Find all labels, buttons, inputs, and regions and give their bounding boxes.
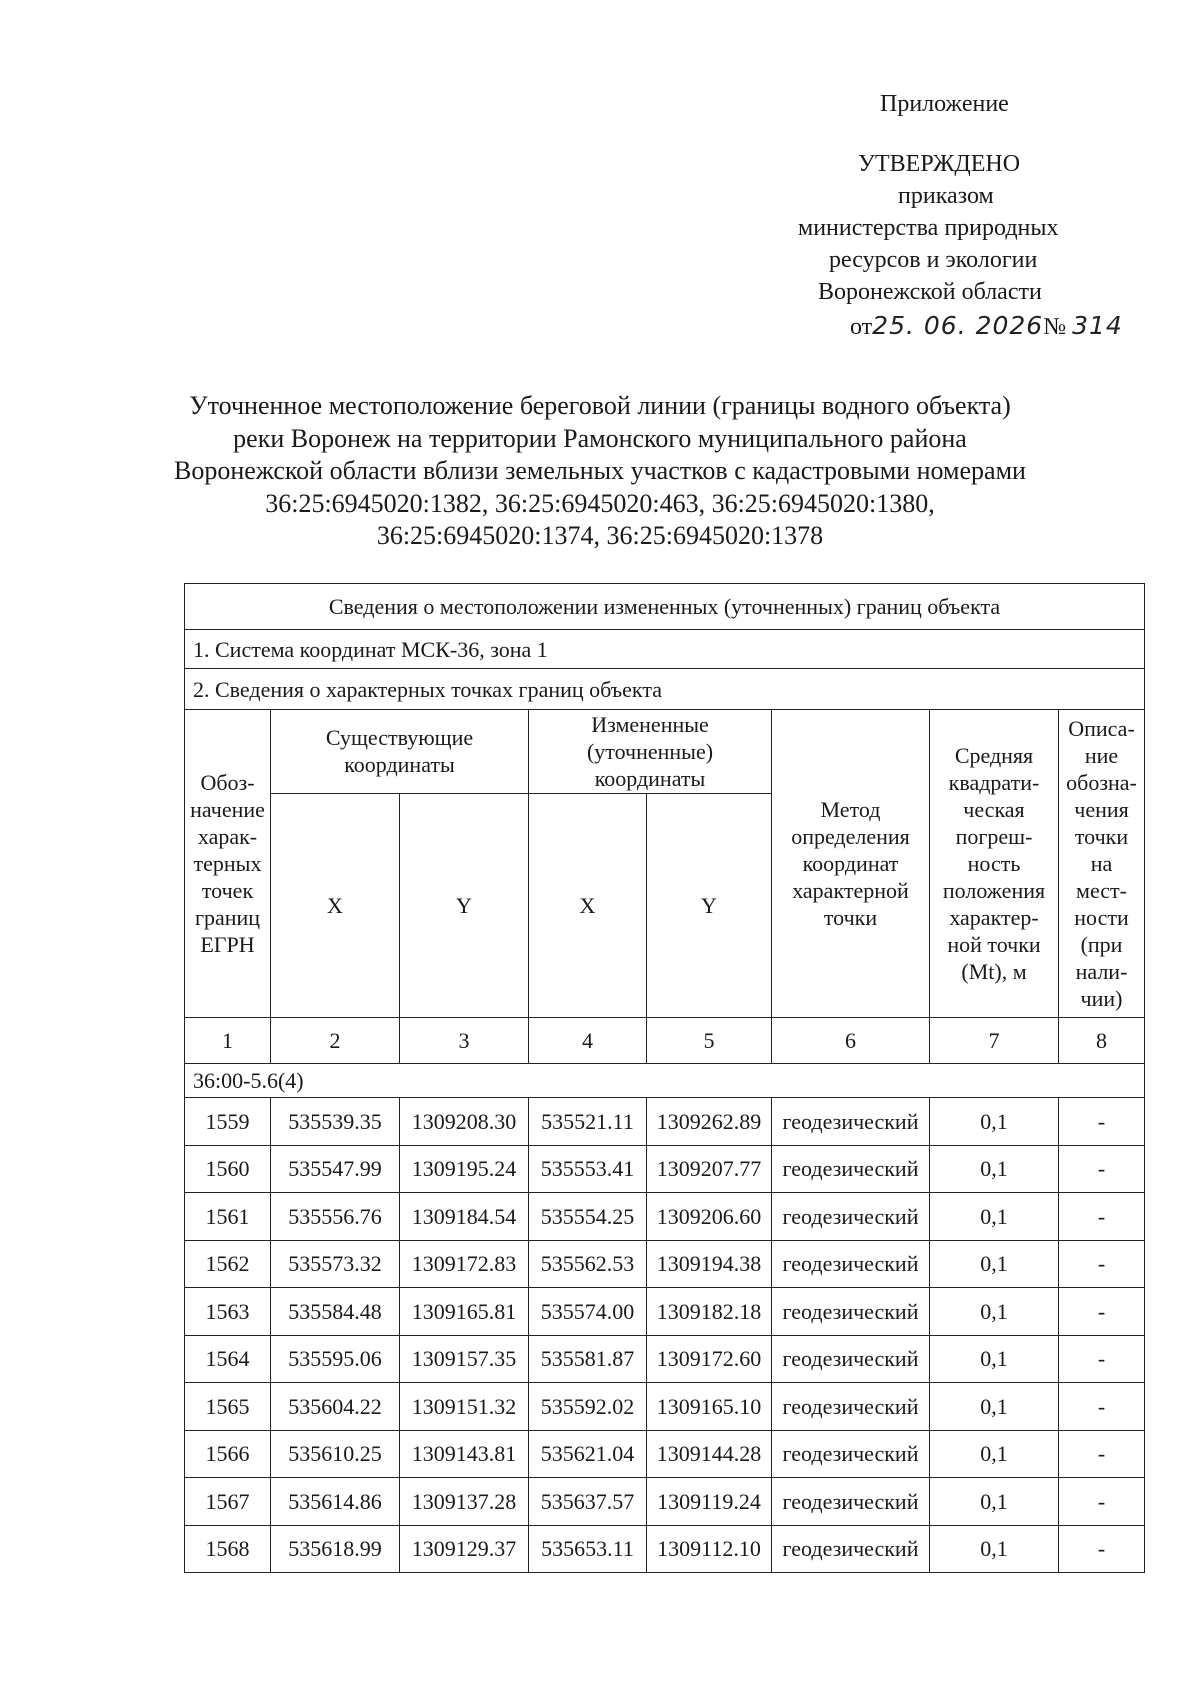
existing-y-cell: 1309208.30 xyxy=(400,1098,529,1146)
document-title xyxy=(0,390,1200,553)
table-row xyxy=(185,1098,1145,1146)
title-line-2: реки Воронеж на территории Рамонского муниципального района xyxy=(233,423,967,453)
mean-error-cell: 0,1 xyxy=(930,1288,1059,1336)
mean-error-cell: 0,1 xyxy=(930,1430,1059,1478)
method-cell: геодезический xyxy=(772,1525,930,1573)
by-order-label: приказом xyxy=(898,183,994,209)
title-line-1: Уточненное местоположение береговой линии (границы водного объекта) xyxy=(189,391,1011,420)
changed-x-cell: 535637.57 xyxy=(529,1478,647,1526)
changed-x-cell: 535581.87 xyxy=(529,1335,647,1383)
approved-label: УТВЕРЖДЕНО xyxy=(858,151,1021,177)
col-number-1: 1 xyxy=(185,1018,271,1064)
changed-y-cell: 1309165.10 xyxy=(647,1383,772,1431)
mean-error-cell: 0,1 xyxy=(930,1240,1059,1288)
table-row xyxy=(185,1478,1145,1526)
ministry-line-3: Воронежской области xyxy=(818,279,1042,305)
changed-y-cell: 1309112.10 xyxy=(647,1525,772,1573)
existing-y-cell: 1309172.83 xyxy=(400,1240,529,1288)
description-cell: - xyxy=(1059,1335,1145,1383)
mean-error-cell: 0,1 xyxy=(930,1098,1059,1146)
handwritten-number: 314 xyxy=(1072,311,1123,340)
mean-error-cell: 0,1 xyxy=(930,1193,1059,1241)
point-number-cell: 1564 xyxy=(185,1335,271,1383)
header-changed-x: X xyxy=(529,794,647,1018)
method-cell: геодезический xyxy=(772,1335,930,1383)
method-cell: геодезический xyxy=(772,1193,930,1241)
table-row xyxy=(185,1525,1145,1573)
existing-x-cell: 535614.86 xyxy=(271,1478,400,1526)
mean-error-cell: 0,1 xyxy=(930,1525,1059,1573)
header-changed-y: Y xyxy=(647,794,772,1018)
mean-error-cell: 0,1 xyxy=(930,1335,1059,1383)
changed-x-cell: 535521.11 xyxy=(529,1098,647,1146)
point-number-cell: 1562 xyxy=(185,1240,271,1288)
changed-y-cell: 1309206.60 xyxy=(647,1193,772,1241)
header-description: Описа- ние обозна- чения точки на мест- ности (при нали- чии) xyxy=(1059,710,1145,1018)
existing-y-cell: 1309143.81 xyxy=(400,1430,529,1478)
method-cell: геодезический xyxy=(772,1288,930,1336)
description-cell: - xyxy=(1059,1145,1145,1193)
mean-error-cell: 0,1 xyxy=(930,1145,1059,1193)
changed-y-cell: 1309144.28 xyxy=(647,1430,772,1478)
col-number-3: 3 xyxy=(400,1018,529,1064)
col-number-7: 7 xyxy=(930,1018,1059,1064)
header-existing-y: Y xyxy=(400,794,529,1018)
point-number-cell: 1561 xyxy=(185,1193,271,1241)
date-prefix: от xyxy=(850,314,873,340)
description-cell: - xyxy=(1059,1288,1145,1336)
description-cell: - xyxy=(1059,1430,1145,1478)
ministry-line-2: ресурсов и экологии xyxy=(829,247,1038,273)
description-cell: - xyxy=(1059,1098,1145,1146)
point-number-cell: 1566 xyxy=(185,1430,271,1478)
changed-x-cell: 535562.53 xyxy=(529,1240,647,1288)
header-changed-coordinates: Измененные (уточненные) координаты xyxy=(529,710,772,794)
changed-x-cell: 535553.41 xyxy=(529,1145,647,1193)
existing-x-cell: 535573.32 xyxy=(271,1240,400,1288)
mean-error-cell: 0,1 xyxy=(930,1383,1059,1431)
existing-x-cell: 535610.25 xyxy=(271,1430,400,1478)
method-cell: геодезический xyxy=(772,1098,930,1146)
header-mean-square-error: Средняя квадрати- ческая погреш- ность положения характер- ной точки (Mt), м xyxy=(930,710,1059,1018)
section-label: 36:00-5.6(4) xyxy=(185,1064,1145,1098)
point-number-cell: 1560 xyxy=(185,1145,271,1193)
description-cell: - xyxy=(1059,1525,1145,1573)
table-row xyxy=(185,1335,1145,1383)
handwritten-date: 25. 06. 2026 xyxy=(872,311,1044,340)
description-cell: - xyxy=(1059,1193,1145,1241)
table-row xyxy=(185,1240,1145,1288)
col-number-6: 6 xyxy=(772,1018,930,1064)
mean-error-cell: 0,1 xyxy=(930,1478,1059,1526)
title-line-4: 36:25:6945020:1382, 36:25:6945020:463, 36:25:6945020:1380, xyxy=(265,488,935,518)
changed-y-cell: 1309119.24 xyxy=(647,1478,772,1526)
method-cell: геодезический xyxy=(772,1383,930,1431)
existing-y-cell: 1309137.28 xyxy=(400,1478,529,1526)
table-row xyxy=(185,1383,1145,1431)
changed-x-cell: 535592.02 xyxy=(529,1383,647,1431)
appendix-label: Приложение xyxy=(880,91,1009,117)
changed-y-cell: 1309194.38 xyxy=(647,1240,772,1288)
existing-x-cell: 535584.48 xyxy=(271,1288,400,1336)
points-info-row: 2. Сведения о характерных точках границ объекта xyxy=(185,669,1145,710)
coordinate-system-row: 1. Система координат МСК-36, зона 1 xyxy=(185,630,1145,669)
col-number-4: 4 xyxy=(529,1018,647,1064)
existing-x-cell: 535604.22 xyxy=(271,1383,400,1431)
existing-x-cell: 535618.99 xyxy=(271,1525,400,1573)
method-cell: геодезический xyxy=(772,1145,930,1193)
boundary-points-table xyxy=(184,583,1145,1573)
col-number-5: 5 xyxy=(647,1018,772,1064)
table-row xyxy=(185,1193,1145,1241)
point-number-cell: 1565 xyxy=(185,1383,271,1431)
description-cell: - xyxy=(1059,1383,1145,1431)
table-row xyxy=(185,1145,1145,1193)
existing-y-cell: 1309165.81 xyxy=(400,1288,529,1336)
ministry-line-1: министерства природных xyxy=(798,215,1059,241)
point-number-cell: 1563 xyxy=(185,1288,271,1336)
point-number-cell: 1559 xyxy=(185,1098,271,1146)
existing-x-cell: 535539.35 xyxy=(271,1098,400,1146)
existing-y-cell: 1309195.24 xyxy=(400,1145,529,1193)
existing-y-cell: 1309184.54 xyxy=(400,1193,529,1241)
title-line-3: Воронежской области вблизи земельных участков с кадастровыми номерами xyxy=(174,456,1026,485)
changed-x-cell: 535574.00 xyxy=(529,1288,647,1336)
table-row xyxy=(185,1430,1145,1478)
header-method: Метод определения координат характерной точки xyxy=(772,710,930,1018)
existing-y-cell: 1309151.32 xyxy=(400,1383,529,1431)
description-cell: - xyxy=(1059,1240,1145,1288)
changed-y-cell: 1309182.18 xyxy=(647,1288,772,1336)
header-existing-x: X xyxy=(271,794,400,1018)
order-date-line xyxy=(850,310,1123,343)
title-line-5: 36:25:6945020:1374, 36:25:6945020:1378 xyxy=(376,521,824,550)
col-number-8: 8 xyxy=(1059,1018,1145,1064)
changed-y-cell: 1309172.60 xyxy=(647,1335,772,1383)
existing-y-cell: 1309157.35 xyxy=(400,1335,529,1383)
point-number-cell: 1568 xyxy=(185,1525,271,1573)
header-point-designation: Обоз- начение харак- терных точек границ ЕГРН xyxy=(185,710,271,1018)
changed-x-cell: 535554.25 xyxy=(529,1193,647,1241)
existing-y-cell: 1309129.37 xyxy=(400,1525,529,1573)
changed-x-cell: 535621.04 xyxy=(529,1430,647,1478)
header-existing-coordinates: Существующие координаты xyxy=(271,710,529,794)
existing-x-cell: 535556.76 xyxy=(271,1193,400,1241)
method-cell: геодезический xyxy=(772,1430,930,1478)
method-cell: геодезический xyxy=(772,1240,930,1288)
table-heading: Сведения о местоположении измененных (уточненных) границ объекта xyxy=(185,584,1145,630)
existing-x-cell: 535547.99 xyxy=(271,1145,400,1193)
point-number-cell: 1567 xyxy=(185,1478,271,1526)
changed-x-cell: 535653.11 xyxy=(529,1525,647,1573)
changed-y-cell: 1309262.89 xyxy=(647,1098,772,1146)
method-cell: геодезический xyxy=(772,1478,930,1526)
number-prefix: № xyxy=(1043,314,1067,340)
data-rows xyxy=(185,1098,1145,1573)
description-cell: - xyxy=(1059,1478,1145,1526)
col-number-2: 2 xyxy=(271,1018,400,1064)
table-row xyxy=(185,1288,1145,1336)
changed-y-cell: 1309207.77 xyxy=(647,1145,772,1193)
existing-x-cell: 535595.06 xyxy=(271,1335,400,1383)
